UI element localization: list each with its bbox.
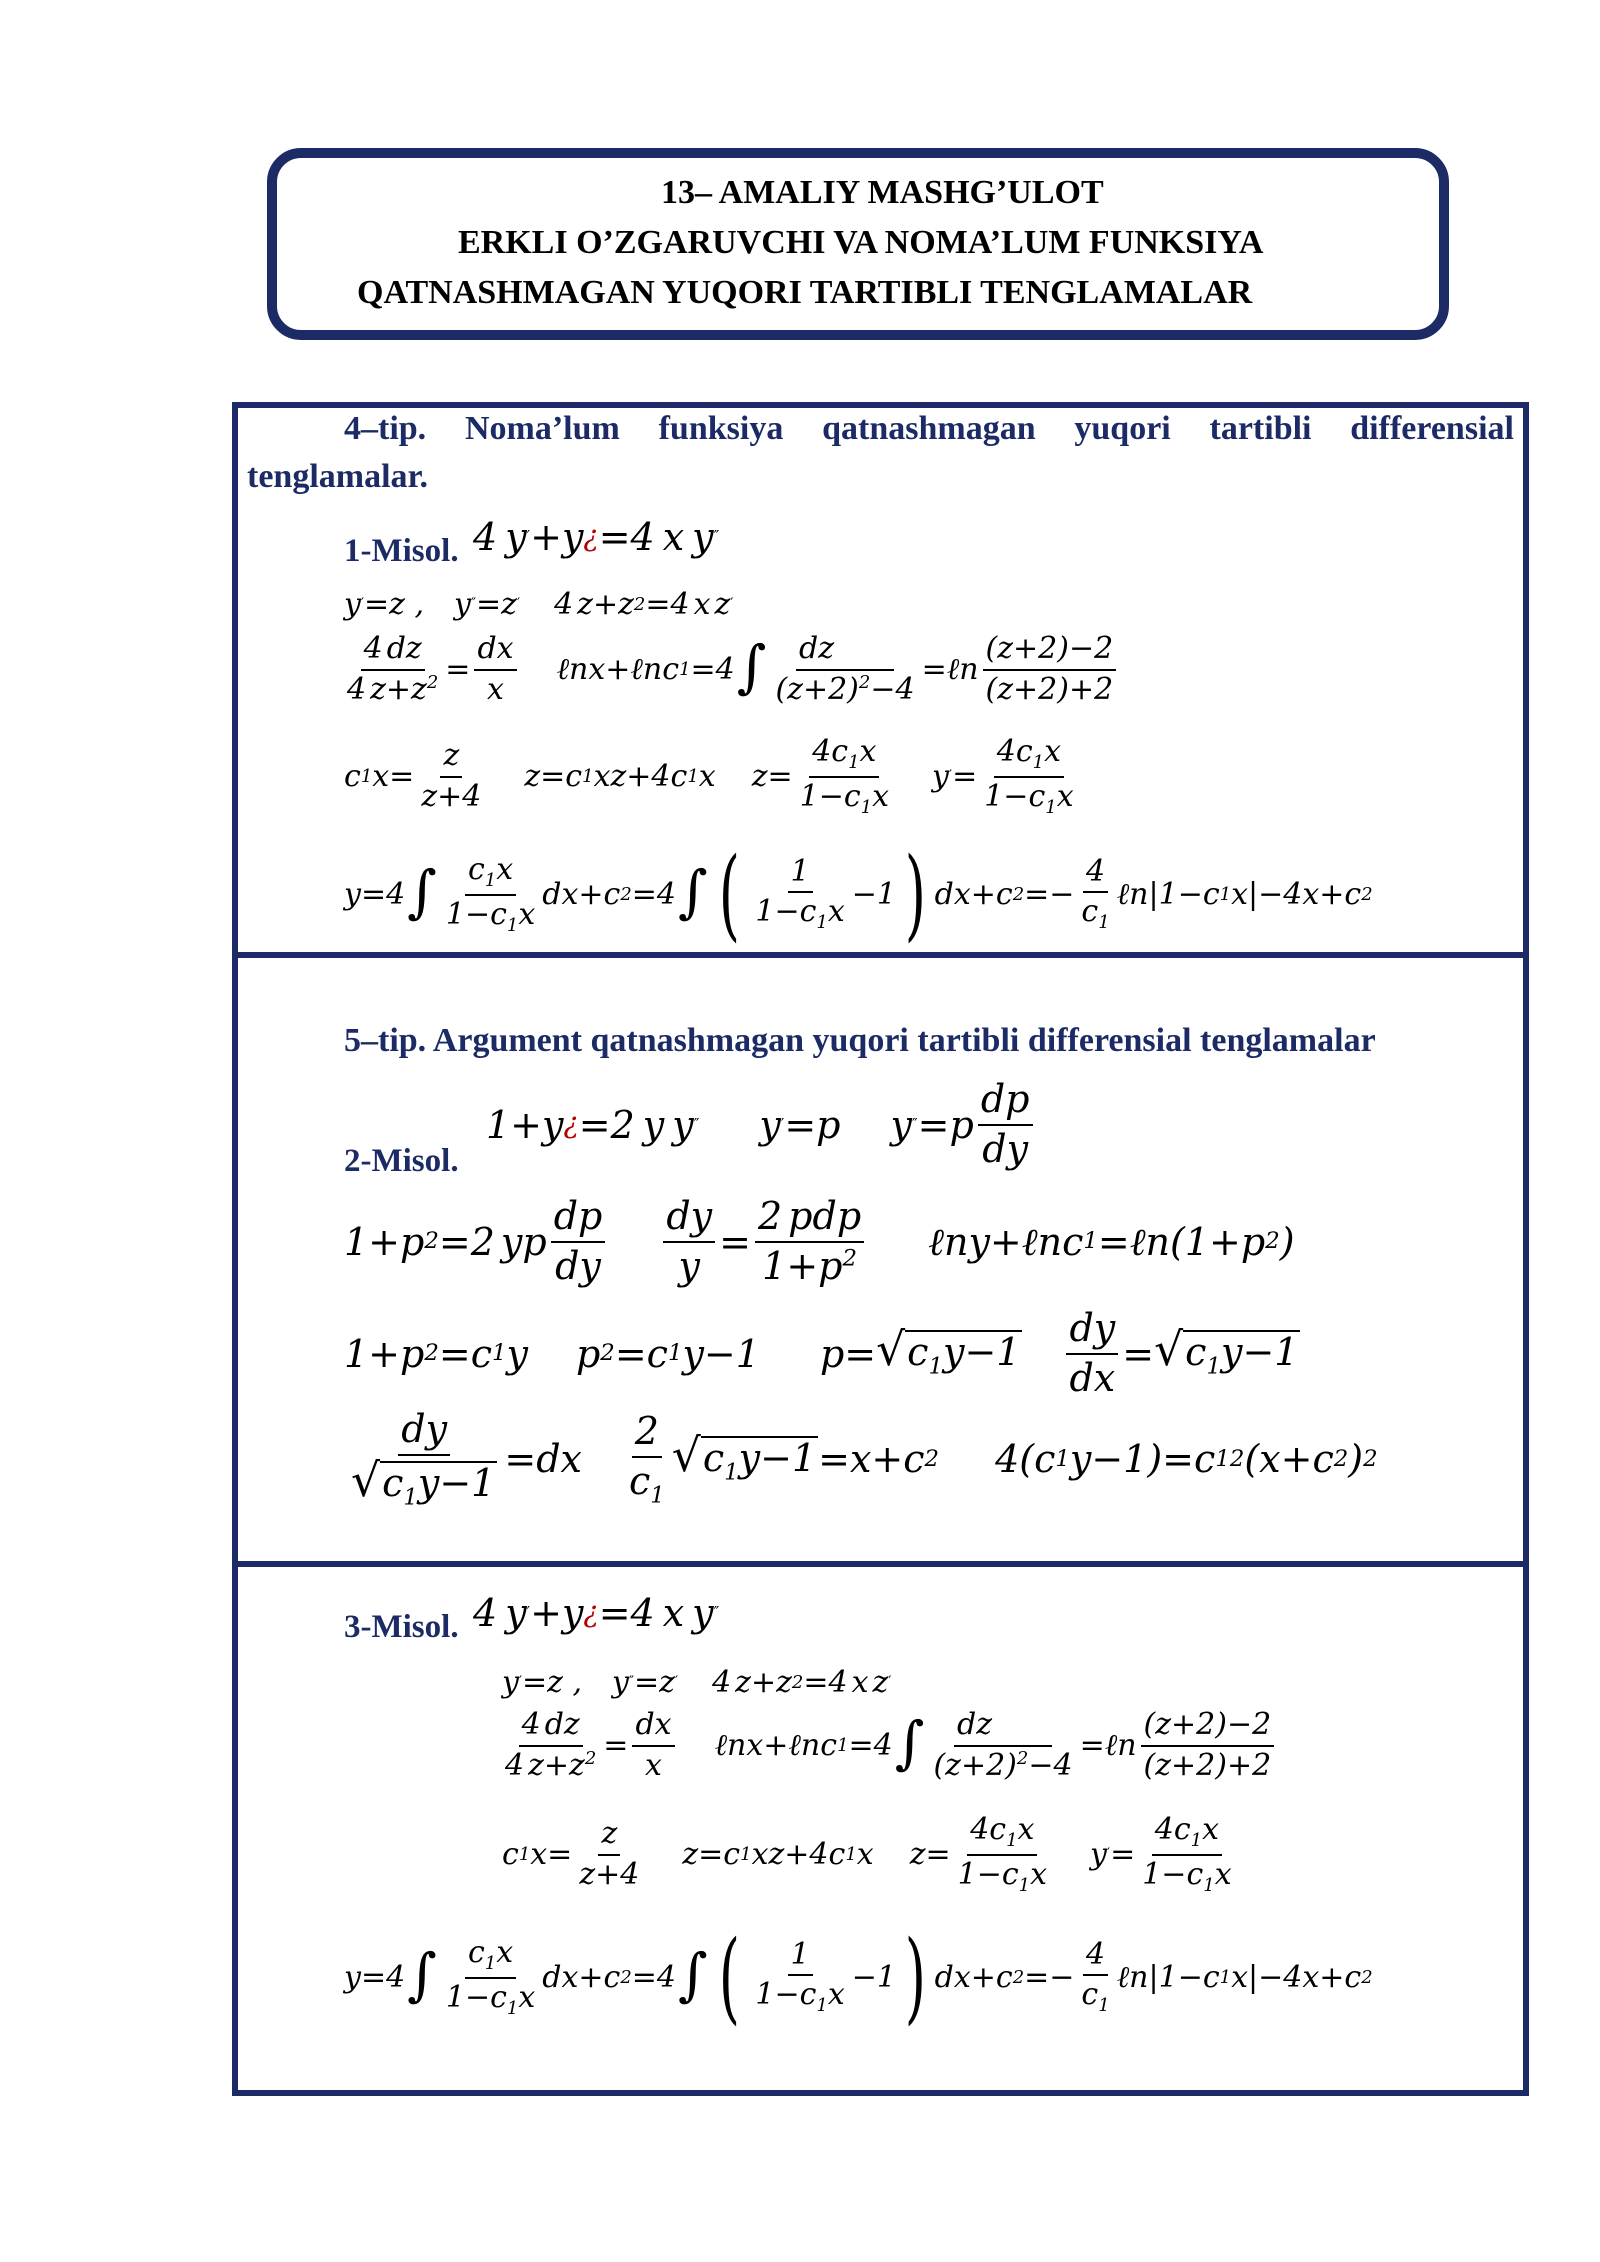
example1-label: 1-Misol. [344,533,459,569]
section4-heading-line2: tenglamalar. [247,458,429,495]
heading-word: tartibli [1209,410,1312,447]
example1-equation: 4 y ′ +y ¿ =4 x y ″ [473,515,720,559]
title-line-2: ERKLI O’ZGARUVCHI VA NOMA’LUM FUNKSIYA [458,224,1264,261]
title-line-1: 13– AMALIY MASHG’ULOT [661,174,1104,211]
example2-line2: 1+p 2 =2 yp $\frac{dp}{dy}$ $\frac{dy}{y}$ = $\frac{\text{2 pdp}}{1+p^2}$ ℓny+ℓnc 1 =ℓn(1+p 2 ) [344,1194,1295,1288]
section5-heading: 5–tip. Argument qatnashmagan yuqori tartibli differensial tenglamalar [344,1022,1376,1059]
example3-line2: y ′ =z , y ″ =z ′ 4 z+z 2 =4 x z ′ [502,1665,892,1700]
section-divider-2 [232,1561,1529,1567]
heading-word: 4–tip. [344,410,427,447]
heading-word: differensial [1350,410,1514,447]
example1-line5: y=4 ∫ $\frac{c_1x}{1-c_1x}$ dx+c 2 =4 ∫ ( $\frac{1}{1-c_1x}$ −1 ) dx+c 2 =− $\frac{4}{c_1}$ ℓn|1−c 1 x|−4x+c 2 [344,837,1373,952]
heading-word: funksiya [658,410,784,447]
example3-label: 3-Misol. [344,1609,459,1645]
example3-line3: $\frac{4 dz}{4 z+z^2}$ = $\frac{dx}{x}$ ℓnx+ℓnc 1 =4 ∫ $\frac{dz}{(z+2)^2-4}$ =ℓn $\frac{(z+2)-2}{(z+2)+2}$ [498,1708,1278,1783]
section-divider-1 [232,952,1529,958]
example1-line4: c 1 x= $\frac{z}{z+4}$ z=c 1 xz+4c 1 x z= $\frac{4c_1x}{1-c_1x}$ y ′ = $\frac{4c_1x}{1-c_1x}$ [344,734,1074,818]
example2-line4: dy √ $c_1y-1$ =dx $\frac{2}{c_1}$ √ $c_1y-1$ =x+c 2 4(c 1 y−1)=c 1 2 (x+c 2 ) 2 [351,1407,1378,1511]
example3-line4: c 1 x= $\frac{z}{z+4}$ z=c 1 xz+4c 1 x z= $\frac{4c_1x}{1-c_1x}$ y ′ = $\frac{4c_1x}{1-c_1x}$ [502,1812,1232,1896]
heading-word: yuqori [1074,410,1171,447]
example1-line3: $\frac{4 dz}{4 z+z^2}$ = $\frac{dx}{x}$ ℓnx+ℓnc 1 =4 ∫ $\frac{dz}{(z+2)^2-4}$ =ℓn $\frac{(z+2)-2}{(z+2)+2}$ [340,632,1120,707]
heading-word: Noma’lum [464,410,620,447]
example1-line2: y ′ =z , y ″ =z ′ 4 z+z 2 =4 x z ′ [344,587,734,622]
title-line-3: QATNASHMAGAN YUQORI TARTIBLI TENGLAMALAR [357,274,1253,311]
section4-heading-line1 [344,410,1514,448]
example2-label: 2-Misol. [344,1143,459,1179]
example3-equation: 4 y ′ +y ¿ =4 x y ″ [473,1591,720,1635]
example2-line3: 1+p 2 =c 1 y p 2 =c 1 y−1 p= √ $c_1y-1$ $\frac{dy}{dx}$ = √ $c_1y-1$ [344,1306,1299,1400]
example3-line5: y=4 ∫ $\frac{c_1x}{1-c_1x}$ dx+c 2 =4 ∫ ( $\frac{1}{1-c_1x}$ −1 ) dx+c 2 =− $\frac{4}{c_1}$ ℓn|1−c 1 x|−4x+c 2 [344,1920,1373,2035]
heading-word: qatnashmagan [822,410,1036,447]
example2-equation: 1+y ¿ =2 y y ″ y ′ =p y ″ =p $\frac{dp}{dy}$ [486,1078,1037,1171]
